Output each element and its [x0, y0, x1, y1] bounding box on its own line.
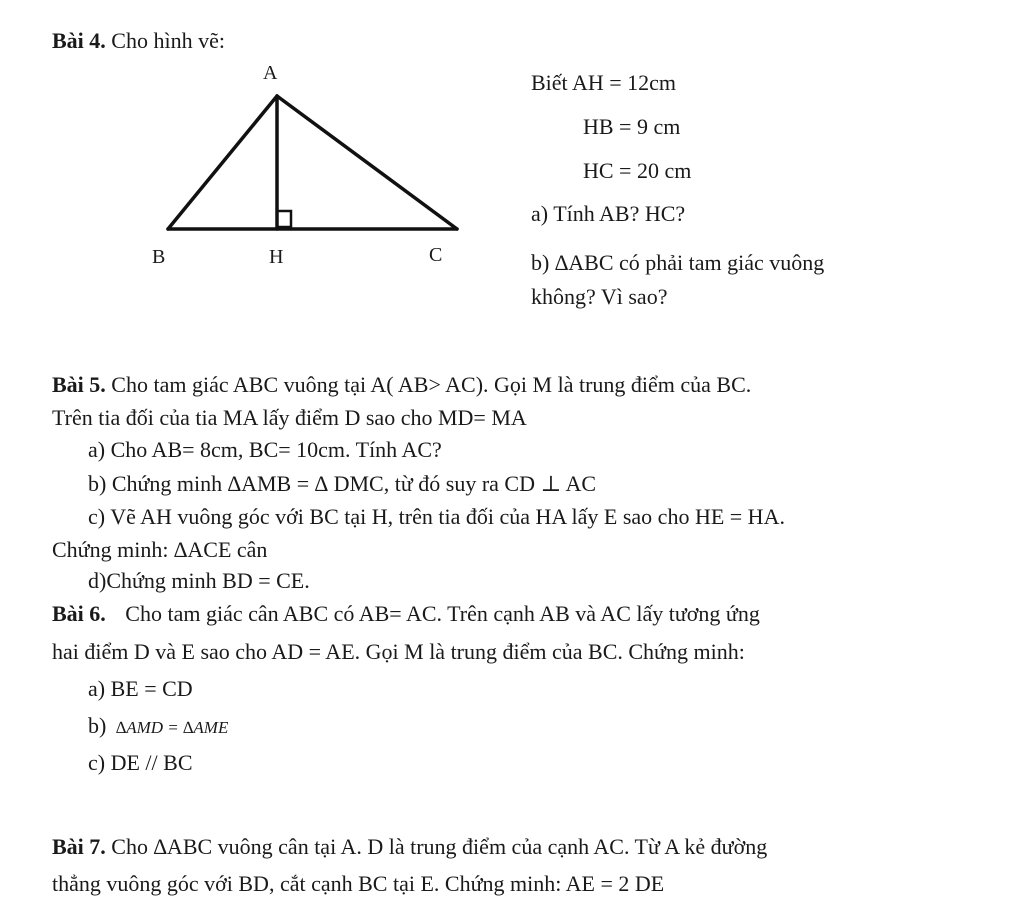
- bai4-hc: HC = 20 cm: [583, 158, 692, 183]
- bai5-text1: Cho tam giác ABC vuông tại A( AB> AC). Gọi M là trung điểm của BC.: [111, 372, 752, 397]
- bai6-text1: Cho tam giác cân ABC có AB= AC. Trên cạnh AB và AC lấy tương ứng: [125, 601, 760, 626]
- bai4-label: Bài 4.: [52, 28, 106, 53]
- right-angle-mark: [277, 211, 291, 227]
- segment-ab: [168, 96, 277, 229]
- bai6-question-a: a) BE = CD: [88, 676, 193, 701]
- bai6-question-b-prefix: b): [88, 713, 107, 738]
- point-label-c: C: [429, 244, 443, 266]
- bai6-question-b: [88, 713, 228, 739]
- bai4-intro: Cho hình vẽ:: [111, 28, 225, 53]
- bai5-question-c: c) Vẽ AH vuông góc với BC tại H, trên tia đối của HA lấy E sao cho HE = HA.: [88, 504, 785, 529]
- bai4-question-a: a) Tính AB? HC?: [531, 201, 686, 226]
- bai5-question-d: d)Chứng minh BD = CE.: [88, 568, 310, 593]
- bai7-line2: thẳng vuông góc với BD, cắt cạnh BC tại E. Chứng minh: AE = 2 DE: [52, 871, 665, 896]
- bai4-question-b-line2: không? Vì sao?: [531, 284, 668, 309]
- bai5-line2: Trên tia đối của tia MA lấy điểm D sao cho MD= MA: [52, 405, 527, 430]
- bai5-question-c2: Chứng minh: ∆ACE cân: [52, 537, 268, 562]
- point-label-h: H: [269, 246, 284, 268]
- segment-ac: [277, 96, 457, 229]
- bai6-label: Bài 6.: [52, 601, 106, 626]
- bai6-line1: [52, 601, 760, 627]
- bai4-ah: AH = 12cm: [571, 70, 677, 95]
- bai7-line1: [52, 834, 767, 860]
- bai7-label: Bài 7.: [52, 834, 106, 859]
- bai5-question-a: a) Cho AB= 8cm, BC= 10cm. Tính AC?: [88, 437, 442, 462]
- bai4-given-title: Biết: [531, 70, 568, 95]
- bai5-question-b: b) Chứng minh ∆AMB = ∆ DMC, từ đó suy ra CD ⊥ AC: [88, 471, 597, 496]
- bai4-heading: [52, 28, 225, 54]
- bai6-question-b-formula: ∆AMD = ∆AME: [115, 718, 229, 737]
- bai4-question-b-line1: b) ∆ABC có phải tam giác vuông: [531, 250, 825, 275]
- point-label-b: B: [152, 246, 166, 268]
- bai6-line2: hai điểm D và E sao cho AD = AE. Gọi M là trung điểm của BC. Chứng minh:: [52, 639, 745, 664]
- bai4-given: [531, 70, 676, 96]
- bai6-question-c: c) DE // BC: [88, 750, 193, 775]
- bai5-label: Bài 5.: [52, 372, 106, 397]
- bai5-line1: [52, 372, 751, 398]
- point-label-a: A: [263, 62, 278, 84]
- bai4-hb: HB = 9 cm: [583, 114, 681, 139]
- bai7-text1: Cho ∆ABC vuông cân tại A. D là trung điểm của cạnh AC. Từ A kẻ đường: [111, 834, 768, 859]
